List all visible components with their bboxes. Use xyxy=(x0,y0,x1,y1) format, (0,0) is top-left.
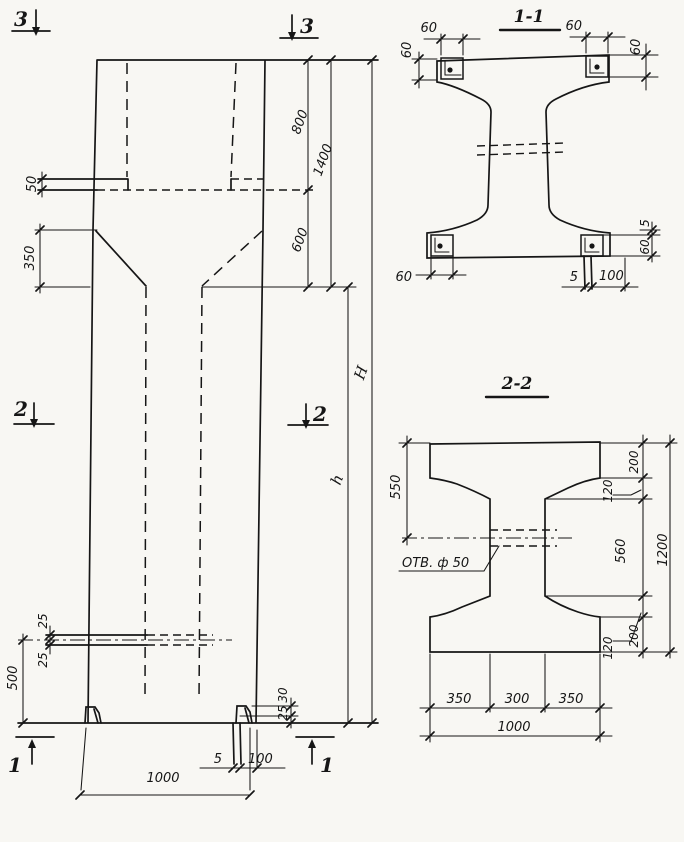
dim-plate-br-offset: 5 xyxy=(638,219,652,227)
section-marker-1-right xyxy=(296,737,334,777)
dim-width: 1000 xyxy=(146,771,180,786)
dim-plate-tl-width: 60 xyxy=(420,21,437,36)
dim-flange-bottom: 200 xyxy=(627,624,641,648)
section-marker-2-right xyxy=(288,402,328,429)
ledge-lines xyxy=(38,179,231,190)
dim-foot-bottom: 25 xyxy=(276,705,290,721)
dim-flange-top: 200 xyxy=(627,450,641,474)
dim-haunch-top: 120 xyxy=(601,479,615,503)
dim-ledge: 50 xyxy=(25,175,40,193)
ledge-hidden xyxy=(97,179,315,190)
dim-haunch-bottom: 120 xyxy=(601,636,615,660)
dim-web: 560 xyxy=(614,538,629,564)
dim-bottom-left: 350 xyxy=(446,692,472,707)
section-2-2-view xyxy=(389,374,677,742)
web-hidden-edges xyxy=(145,287,202,700)
dim-cap: 800 xyxy=(289,107,312,137)
dim-total-H: H xyxy=(350,363,372,382)
dim-tab-thickness: 5 xyxy=(213,752,222,767)
dim-plate-br-height: 60 xyxy=(638,239,652,255)
dim-width-2-2: 1000 xyxy=(497,720,531,735)
section-marker-3-left xyxy=(12,7,50,36)
dim-head: 1400 xyxy=(310,142,337,179)
anchor-tab xyxy=(233,723,241,764)
dim-foot-top: 30 xyxy=(276,687,290,703)
section-1-1-outline xyxy=(427,55,610,258)
taper-edge-left xyxy=(96,231,146,286)
elevation-view xyxy=(6,7,378,799)
embedded-plates xyxy=(431,56,608,256)
marker-label: 3 xyxy=(300,14,314,38)
dim-hole-above: 25 xyxy=(36,613,50,629)
dim-hole-height: 500 xyxy=(6,665,21,691)
section-1-1-title: 1-1 xyxy=(513,7,545,27)
section-2-2-title: 2-2 xyxy=(501,374,533,394)
dim-plate-tl-height: 60 xyxy=(400,41,415,59)
section-marker-3-right xyxy=(280,14,318,41)
dim-top-to-hole: 550 xyxy=(389,474,404,500)
section-marker-1-left xyxy=(8,737,54,777)
cap-hidden-edges xyxy=(127,63,236,177)
dim-height: 1200 xyxy=(656,533,671,567)
marker-label: 2 xyxy=(313,402,327,426)
dim-tab-thickness-1-1: 5 xyxy=(569,270,578,285)
dim-hole-below: 25 xyxy=(36,652,50,668)
section-marker-2-left xyxy=(13,397,54,428)
dim-shaft-h: h xyxy=(326,472,348,488)
dim-plate-tr-width: 60 xyxy=(565,19,582,34)
dim-tab-offset-1-1: 100 xyxy=(599,269,624,284)
dim-plate-bl-width: 60 xyxy=(395,270,412,285)
dim-plate-tr-height: 60 xyxy=(629,38,644,56)
marker-label: 3 xyxy=(14,7,28,31)
taper-edge-right-hidden xyxy=(202,231,262,286)
section-2-2-outline xyxy=(430,442,600,652)
marker-label: 1 xyxy=(8,753,22,777)
dim-taper-width: 350 xyxy=(23,245,38,271)
marker-label: 2 xyxy=(14,397,28,421)
dim-taper: 600 xyxy=(289,225,312,255)
dim-bottom-right: 350 xyxy=(558,692,584,707)
section-2-2-dim-ticks xyxy=(403,439,674,740)
dim-tab-offset: 100 xyxy=(248,752,273,767)
marker-label: 1 xyxy=(320,753,334,777)
foot-right xyxy=(236,706,252,723)
section-2-2-dim-lines xyxy=(399,435,677,742)
dim-bottom-middle: 300 xyxy=(504,692,530,707)
hole-label: ОТВ. ф 50 xyxy=(402,556,470,571)
section-1-1-view xyxy=(395,7,660,291)
